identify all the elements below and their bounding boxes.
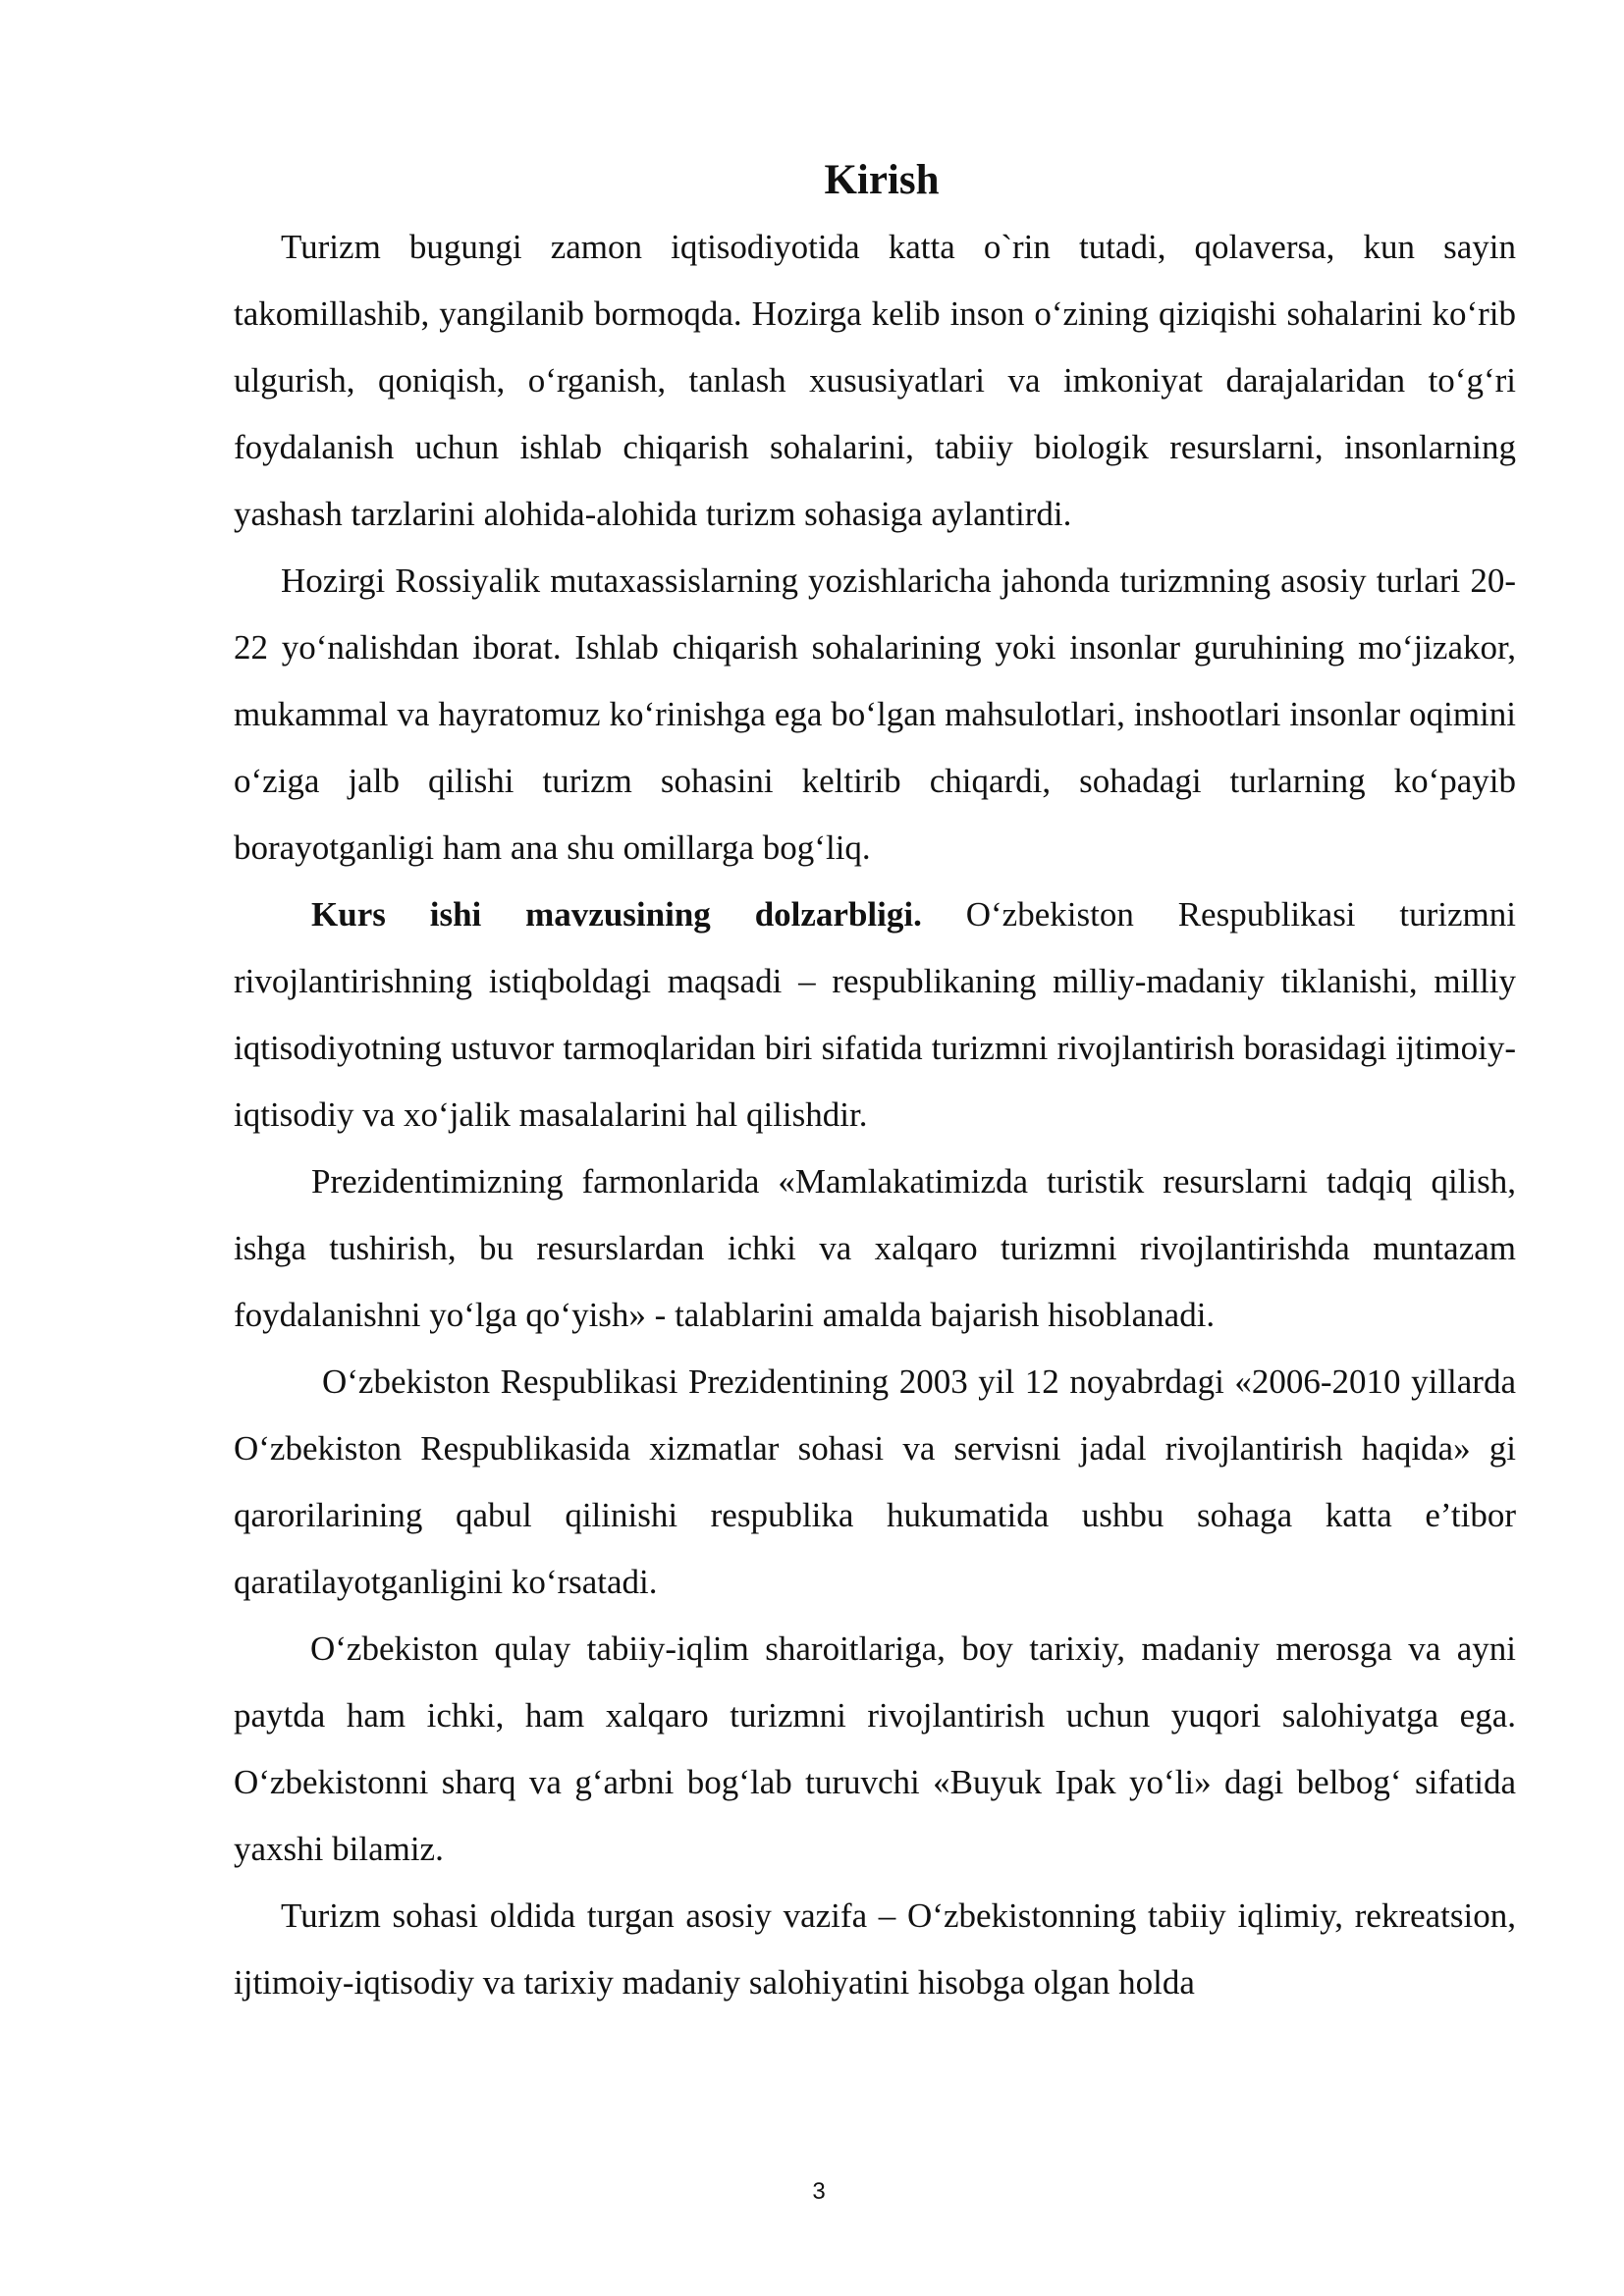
page-number: 3 (812, 2178, 826, 2205)
paragraph-3-text: O‘zbekiston Respublikasi turizmni rivojlantirishning istiqboldagi maqsadi – respublikaning milliy-madaniy tiklanishi, milliy iqtisodiyotning ustuvor tarmoqlaridan biri sifatida turizmni rivojlantirish borasidagi ijtimoiy-iqtisodiy va xo‘jalik masalalarini hal qilishdir. (234, 895, 1517, 1134)
paragraph-4: Prezidentimizning farmonlarida «Mamlakatimizda turistik resurslarni tadqiq qilish, ishga tushirish, bu resurslardan ichki va xalqaro turizmni rivojlantirishda muntazam foydalanishni yo‘lga qo‘yish» - talablarini amalda bajarish hisoblanadi. (234, 1162, 1516, 1334)
paragraph-5: O‘zbekiston Respublikasi Prezidentining 2003 yil 12 noyabrdagi «2006-2010 yillarda O‘zbekiston Respublikasida xizmatlar sohasi va servisni jadal rivojlantirish haqida» gi qarorilarining qabul qilinishi respublika hukumatida ushbu sohaga katta e’tibor qaratilayotganligini ko‘rsatadi. (234, 1362, 1516, 1601)
paragraph-lead-heading: Kurs ishi mavzusining dolzarbligi. (311, 895, 922, 934)
document-page (234, 147, 1516, 2016)
section-title: Kirish (824, 157, 940, 203)
paragraph-6: O‘zbekiston qulay tabiiy-iqlim sharoitlariga, boy tarixiy, madaniy merosga va ayni paytda ham ichki, ham xalqaro turizmni rivojlantirish uchun yuqori salohiyatga ega. O‘zbekistonni sharq va g‘arbni bog‘lab turuvchi «Buyuk Ipak yo‘li» dagi belbog‘ sifatida yaxshi bilamiz. (234, 1629, 1516, 1868)
paragraph-1: Turizm bugungi zamon iqtisodiyotida katta o`rin tutadi, qolaversa, kun sayin takomillashib, yangilanib bormoqda. Hozirga kelib inson o‘zining qiziqishi sohalarini ko‘rib ulgurish, qoniqish, o‘rganish, tanlash xususiyatlari va imkoniyat darajalaridan to‘g‘ri foydalanish uchun ishlab chiqarish sohalarini, tabiiy biologik resurslarni, insonlarning yashash tarzlarini alohida-alohida turizm sohasiga aylantirdi. (234, 228, 1516, 533)
paragraph-7: Turizm sohasi oldida turgan asosiy vazifa – O‘zbekistonning tabiiy iqlimiy, rekreatsion, ijtimoiy-iqtisodiy va tarixiy madaniy salohiyatini hisobga olgan holda (234, 1896, 1516, 2002)
paragraph-2: Hozirgi Rossiyalik mutaxassislarning yozishlaricha jahonda turizmning asosiy turlari 20-22 yo‘nalishdan iborat. Ishlab chiqarish sohalarining yoki insonlar guruhining mo‘jizakor, mukammal va hayratomuz ko‘rinishga ega bo‘lgan mahsulotlari, inshootlari insonlar oqimini o‘ziga jalb qilishi turizm sohasini keltirib chiqardi, sohadagi turlarning ko‘payib borayotganligi ham ana shu omillarga bog‘liq. (234, 561, 1516, 867)
paragraph-3 (234, 881, 1516, 1148)
